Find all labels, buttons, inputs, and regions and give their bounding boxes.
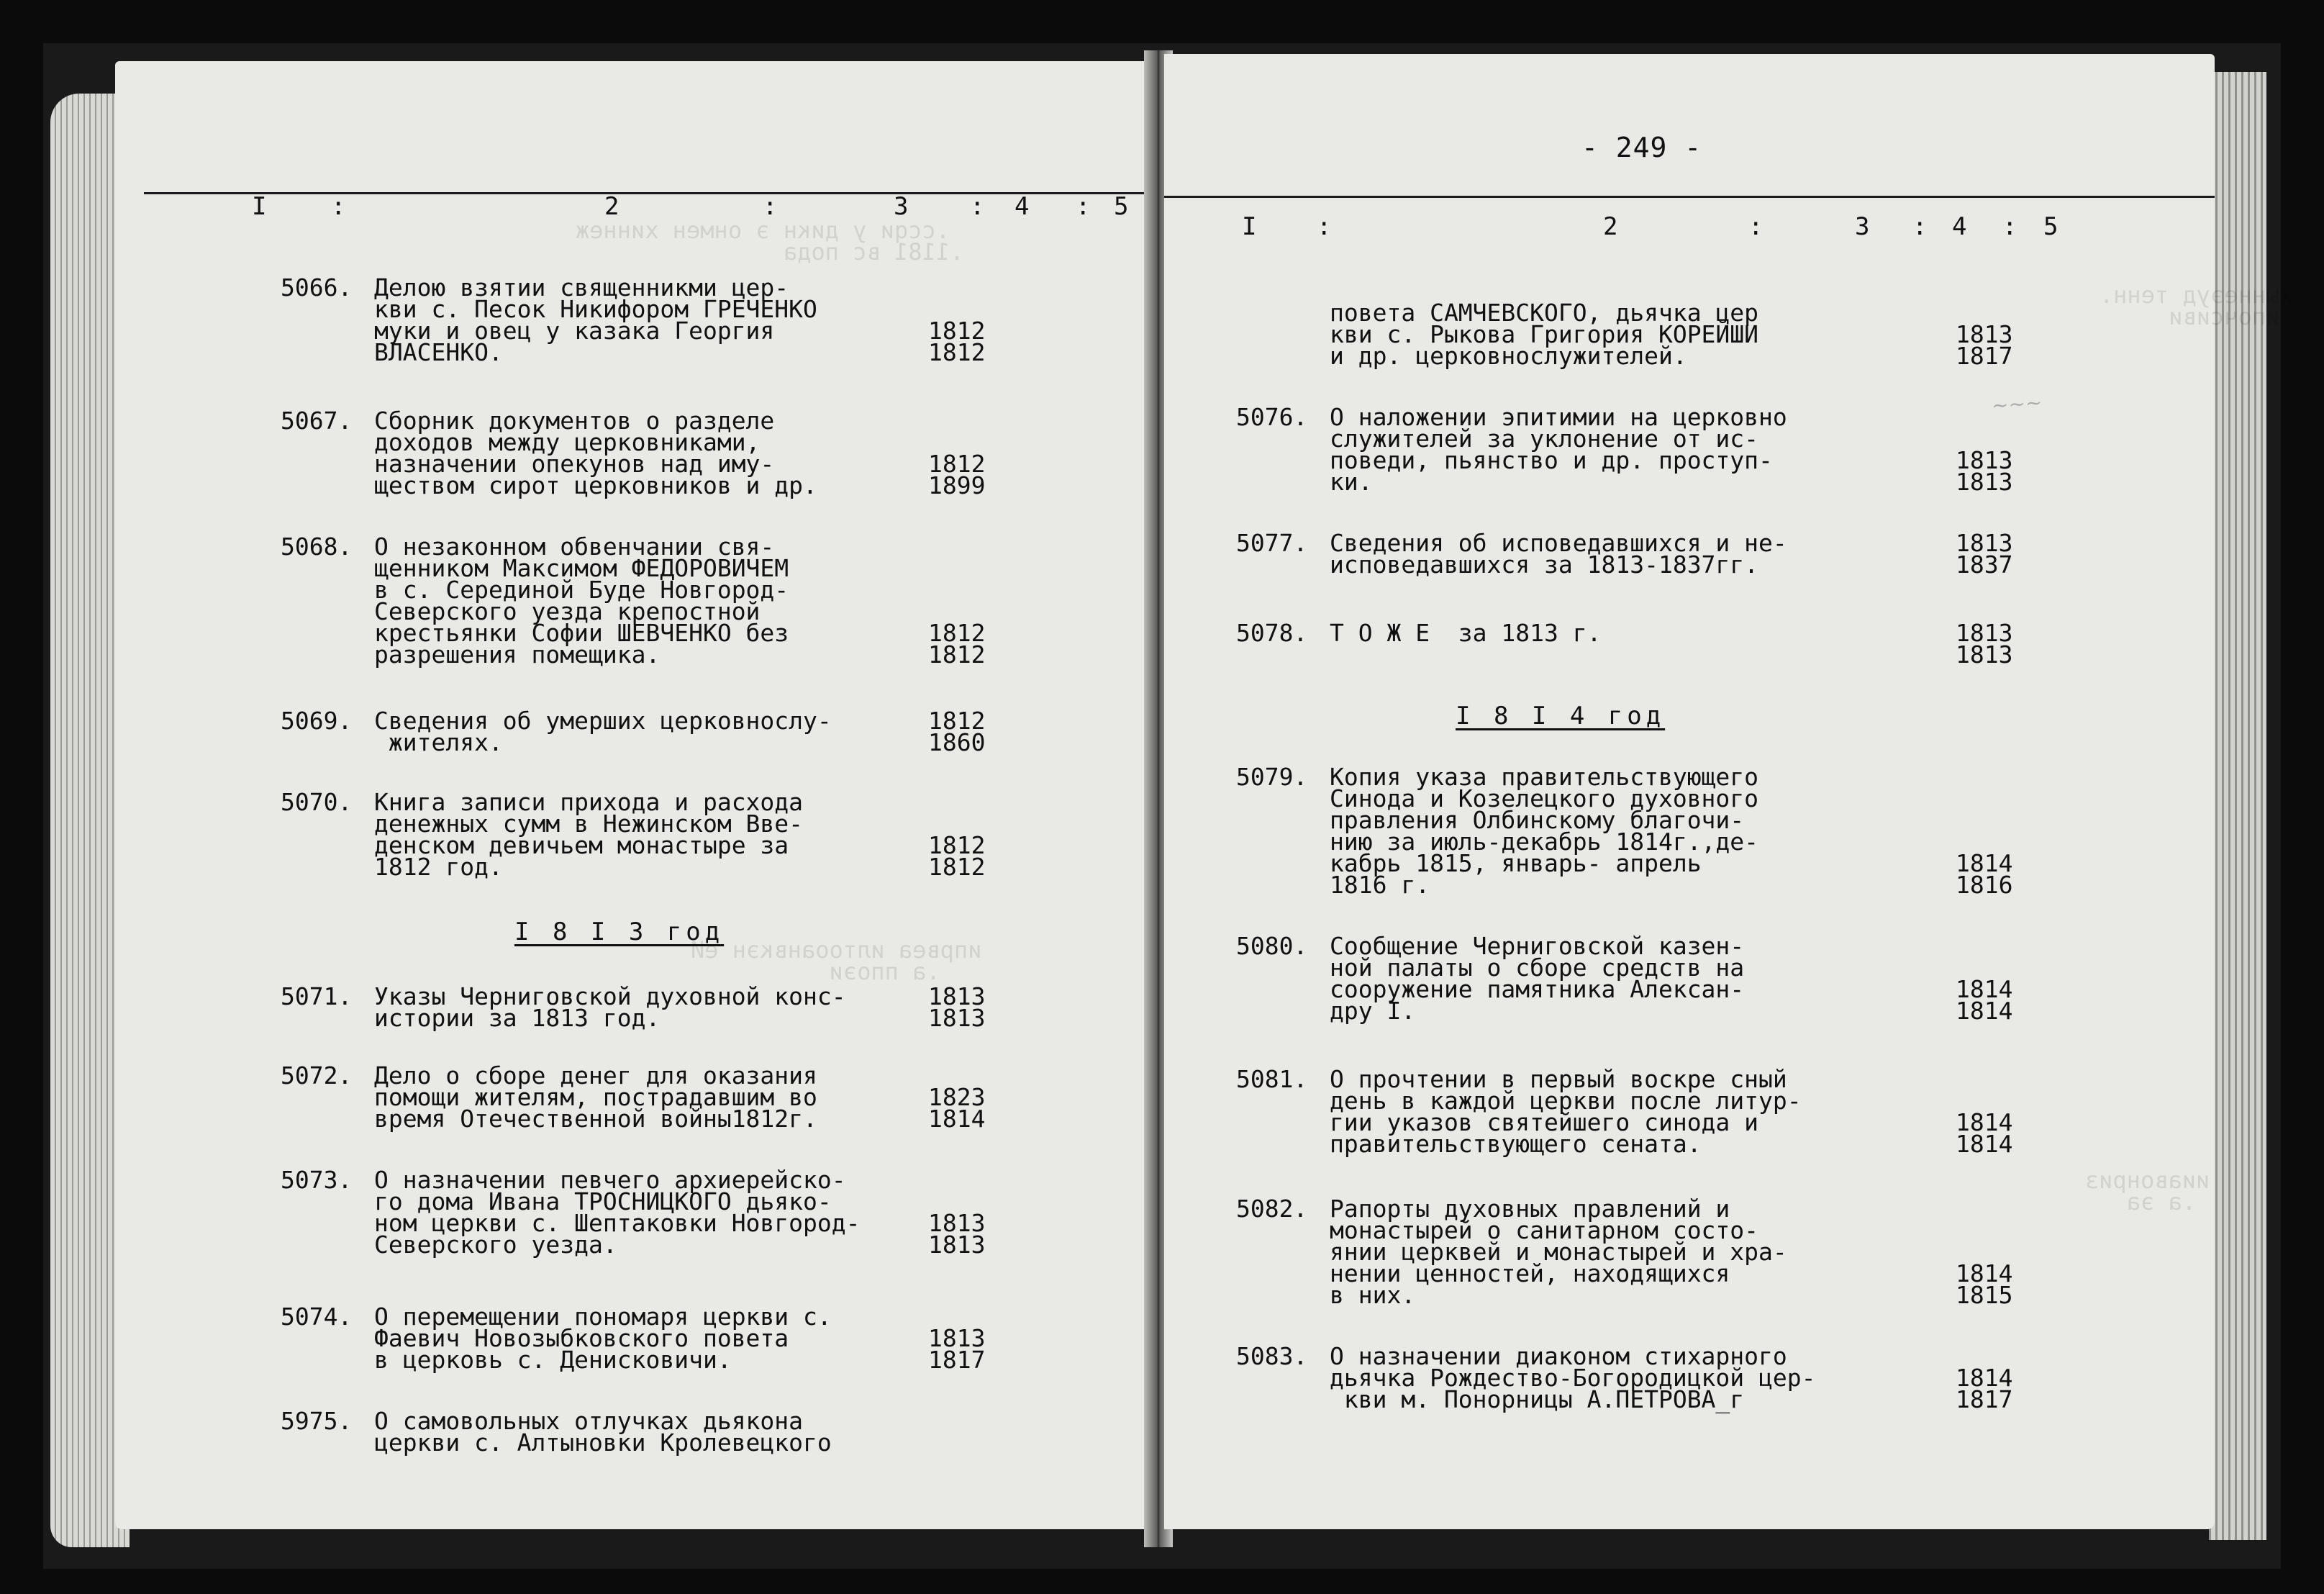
right-col-sep-4: : xyxy=(2002,212,2019,241)
right-col-2: 2 xyxy=(1603,212,1620,241)
entry-description: Сведения об умерших церковнослу- жителях. xyxy=(374,707,832,756)
entry-years: 1813 1817 xyxy=(928,1324,986,1374)
entry-description: Делою взятии священникми цер- кви с. Песок Никифором ГРЕЧЕНКО муки и овец у казака Георгия ВЛАСЕНКО. xyxy=(374,273,817,366)
entry-number: 5079. xyxy=(1236,763,1308,791)
entry-number: 5071. xyxy=(281,982,353,1010)
right-col-4: 4 xyxy=(1952,212,1969,241)
right-col-5: 5 xyxy=(2043,212,2060,241)
entry-description: Т О Ж Е за 1813 г. xyxy=(1330,619,1602,647)
year-heading-1814: I 8 I 4 год xyxy=(1456,702,1666,730)
entry-years: 1813 1813 xyxy=(928,982,986,1032)
left-col-sep-1: : xyxy=(331,192,348,221)
entry-description: О перемещении пономаря церкви с. Фаевич Новозыбковского повета в церковь с. Денисковичи. xyxy=(374,1303,832,1374)
entry-number: 5975. xyxy=(281,1407,353,1435)
entry-years: 1813 1837 xyxy=(1956,529,2013,579)
entry-description: Сведения об исповедавшихся и не- исповедавшихся за 1813-1837гг. xyxy=(1330,529,1787,579)
entry-number: 5080. xyxy=(1236,932,1308,960)
entry-years: 1814 1814 xyxy=(1956,1108,2013,1158)
right-page xyxy=(1164,54,2294,1529)
entry-years: 1814 1814 xyxy=(1956,975,2013,1025)
entry-number: 5076. xyxy=(1236,403,1308,431)
bleed-through-text: ипрвеа илтооанвкэн еИ .а ппоэи xyxy=(691,936,982,985)
entry-description: Копия указа правительствующего Синода и Козелецкого духовного правления Олбинскому благочи- нию за июль-декабрь 1814г.,де- кабрь 1815, январь- апрель 1816 г. xyxy=(1330,763,1759,899)
left-col-5: 5 xyxy=(1114,192,1130,221)
right-header-rule xyxy=(1164,196,2215,198)
entry-number: 5083. xyxy=(1236,1342,1308,1370)
entry-description: Сборник документов о разделе доходов между церковниками, назначении опекунов над иму- ществом сирот церковников и др. xyxy=(374,407,817,499)
bleed-through-text: ииавонриз .а эа xyxy=(2085,1167,2210,1215)
left-page xyxy=(115,61,1157,1529)
entry-description: Указы Черниговской духовной конс- истории за 1813 год. xyxy=(374,982,846,1032)
entry-years: 1812 1812 xyxy=(928,619,986,669)
entry-years: 1813 1813 xyxy=(1956,446,2013,496)
entry-number: 5072. xyxy=(281,1061,353,1090)
right-col-sep-3: : xyxy=(1912,212,1929,241)
left-col-sep-4: : xyxy=(1076,192,1092,221)
entry-number: 5067. xyxy=(281,407,353,435)
entry-description: Рапорты духовных правлений и монастырей о санитарном состо- янии церквей и монастырей и хра- нении ценностей, находящихся в них. xyxy=(1330,1195,1787,1309)
entry-years: 1812 1812 xyxy=(928,831,986,881)
entry-years: 1813 1817 xyxy=(1956,320,2013,370)
right-col-sep-2: : xyxy=(1748,212,1765,241)
entry-number: 5068. xyxy=(281,533,353,561)
right-col-3: 3 xyxy=(1855,212,1871,241)
entry-description: О назначении певчего архиерейско- го дома Ивана ТРОСНИЦКОГО дьяко- ном церкви с. Шептаковки Новгород- Северского уезда. xyxy=(374,1166,861,1259)
entry-years: 1813 1813 xyxy=(1956,619,2013,669)
entry-description: повета САМЧЕВСКОГО, дьячка цер кви с. Рыкова Григория КОРЕЙШИ и др. церковнослужителей. xyxy=(1330,299,1759,370)
right-col-1: I xyxy=(1242,212,1258,241)
entry-number: 5074. xyxy=(281,1303,353,1331)
entry-description: О назначении диаконом стихарного дьячка Рождество-Богородицкой цер- кви м. Понорницы А.ПЕТРОВА_г xyxy=(1330,1342,1816,1413)
entry-years: 1814 1815 xyxy=(1956,1259,2013,1309)
left-header-rule xyxy=(144,192,1157,194)
left-col-2: 2 xyxy=(604,192,621,221)
left-col-1: I xyxy=(252,192,268,221)
entry-number: 5073. xyxy=(281,1166,353,1194)
entry-description: О незаконном обвенчании свя- щенником Максимом ФЕДОРОВИЧЕМ в с. Серединой Буде Новгород- Северского уезда крепостной крестьянки Софии ШЕВЧЕНКО без разрешения помещика. xyxy=(374,533,789,669)
pencil-annotation: ~~~ xyxy=(1990,390,2043,418)
left-col-4: 4 xyxy=(1015,192,1031,221)
entry-number: 5077. xyxy=(1236,529,1308,557)
entry-years: 1814 1817 xyxy=(1956,1364,2013,1413)
entry-number: 5078. xyxy=(1236,619,1308,647)
entry-description: О наложении эпитимии на церковно служителей за уклонение от ис- поведи, пьянство и др. проступ- ки. xyxy=(1330,403,1787,496)
entry-description: О самовольных отлучках дьякона церкви с. Алтыновки Кролевецкого xyxy=(374,1407,832,1457)
entry-years: 1812 1860 xyxy=(928,707,986,756)
bleed-through-text: хыннеэуд тенн. ипочсиви xyxy=(2100,281,2294,330)
year-heading-1813: I 8 I 3 год xyxy=(514,918,725,946)
entry-description: Книга записи прихода и расхода денежных сумм в Нежинском Вве- денском девичьем монастыре за 1812 год. xyxy=(374,788,804,881)
entry-years: 1812 1812 xyxy=(928,317,986,366)
page-number: - 249 - xyxy=(1581,132,1702,163)
left-col-3: 3 xyxy=(894,192,910,221)
entry-description: Дело о сборе денег для оказания помощи жителям, пострадавшим во время Отечественной войны1812г. xyxy=(374,1061,817,1133)
entry-years: 1814 1816 xyxy=(1956,849,2013,899)
entry-description: Сообщение Черниговской казен- ной палаты о сборе средств на сооружение памятника Алексан- дру I. xyxy=(1330,932,1745,1025)
entry-years: 1823 1814 xyxy=(928,1083,986,1133)
entry-number: 5066. xyxy=(281,273,353,302)
left-col-sep-3: : xyxy=(970,192,986,221)
entry-years: 1812 1899 xyxy=(928,450,986,499)
entry-description: О прочтении в первый воскре сный день в каждой церкви после литур- гии указов святейшего синода и правительствующего сената. xyxy=(1330,1065,1802,1158)
entry-number: 5082. xyxy=(1236,1195,1308,1223)
entry-number: 5070. xyxy=(281,788,353,816)
bleed-through-text: .ccqи у дикн э онмeн хиннеж .1181 вс пода xyxy=(576,217,964,266)
left-col-sep-2: : xyxy=(763,192,779,221)
entry-years: 1813 1813 xyxy=(928,1209,986,1259)
entry-number: 5069. xyxy=(281,707,353,735)
entry-number: 5081. xyxy=(1236,1065,1308,1093)
right-col-sep-1: : xyxy=(1317,212,1333,241)
